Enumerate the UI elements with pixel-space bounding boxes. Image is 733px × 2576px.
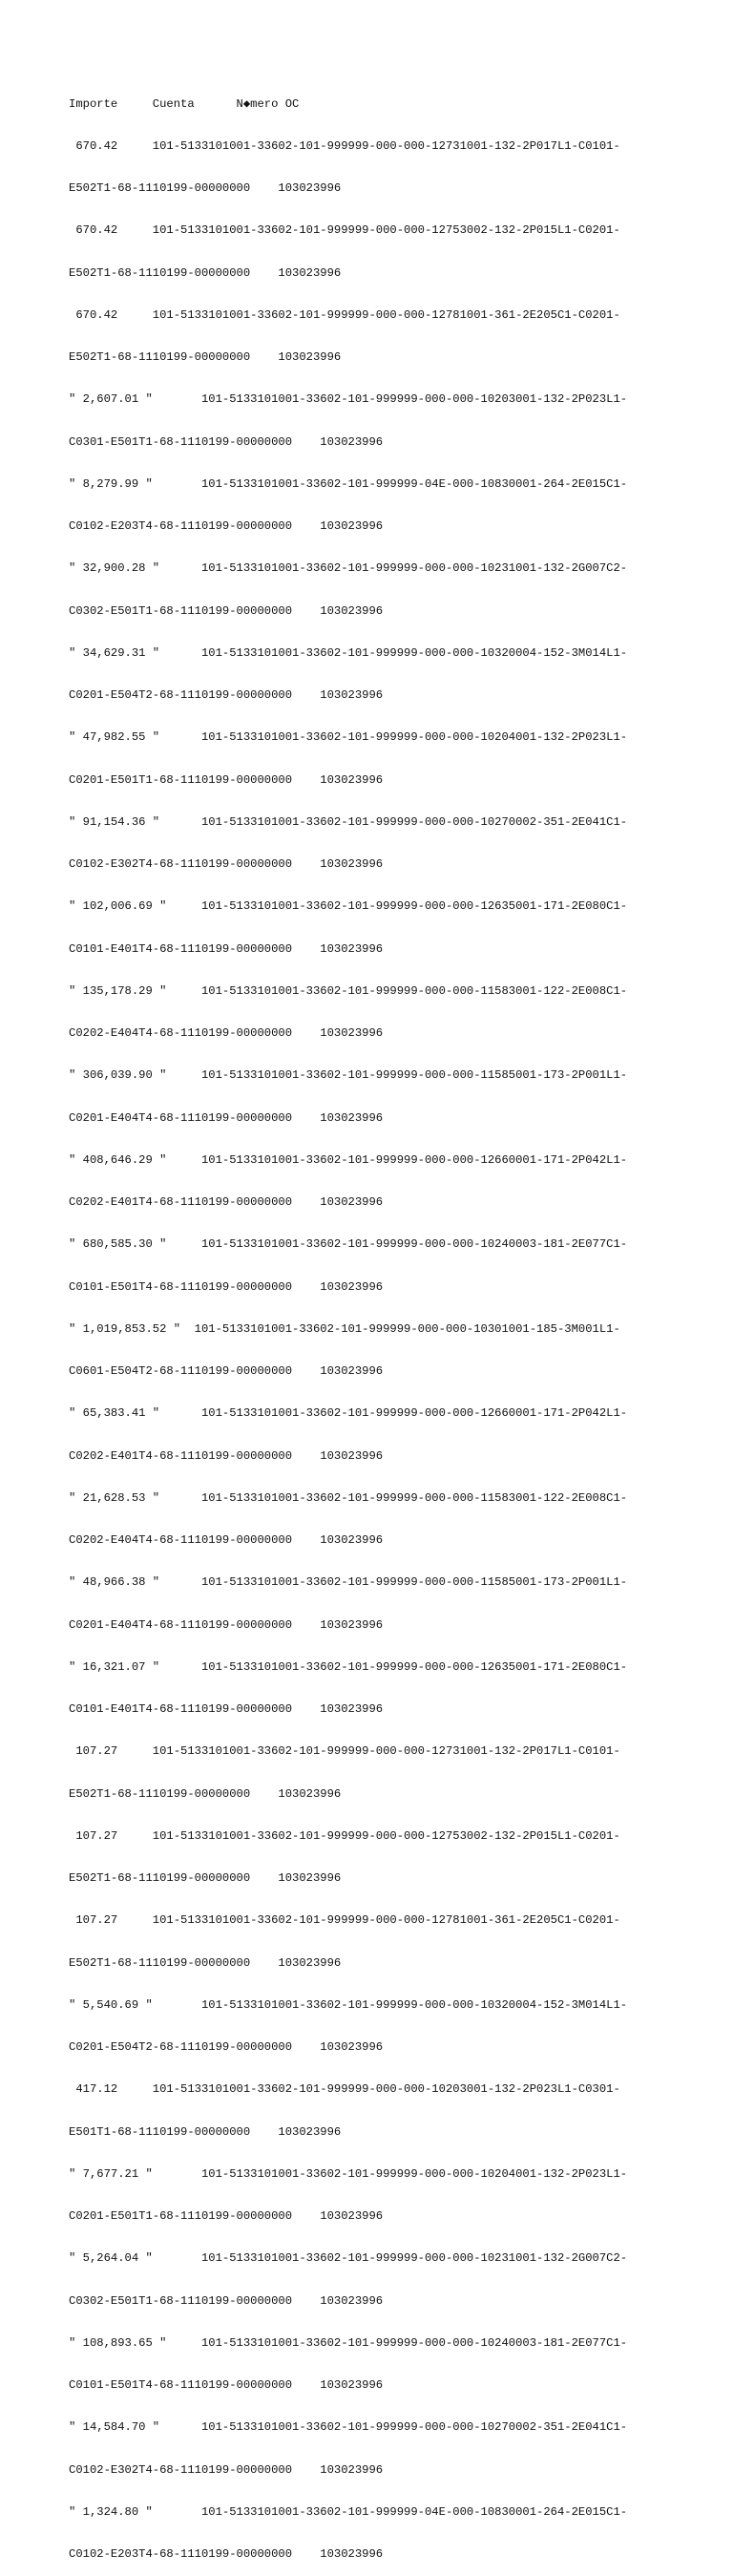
record-line: E502T1-68-1110199-00000000 103023996 <box>69 1786 342 1801</box>
document-page <box>69 69 660 2576</box>
record-line: " 65,383.41 " 101-5133101001-33602-101-999999-000-000-12660001-171-2P042L1- <box>69 1406 628 1421</box>
record-line: C0202-E401T4-68-1110199-00000000 103023996 <box>69 1195 384 1209</box>
record-line: C0201-E501T1-68-1110199-00000000 103023996 <box>69 2209 384 2223</box>
record-line: " 14,584.70 " 101-5133101001-33602-101-999999-000-000-10270002-351-2E041C1- <box>69 2420 628 2435</box>
record-line: E502T1-68-1110199-00000000 103023996 <box>69 1871 342 1885</box>
record-line: " 21,628.53 " 101-5133101001-33602-101-999999-000-000-11583001-122-2E008C1- <box>69 1490 628 1505</box>
record-line: C0202-E404T4-68-1110199-00000000 103023996 <box>69 1026 384 1040</box>
record-line: " 5,264.04 " 101-5133101001-33602-101-999999-000-000-10231001-132-2G007C2- <box>69 2251 628 2266</box>
record-line: E502T1-68-1110199-00000000 103023996 <box>69 181 342 195</box>
record-line: " 408,646.29 " 101-5133101001-33602-101-999999-000-000-12660001-171-2P042L1- <box>69 1152 628 1167</box>
record-line: C0101-E501T4-68-1110199-00000000 103023996 <box>69 2378 384 2392</box>
record-line: " 91,154.36 " 101-5133101001-33602-101-999999-000-000-10270002-351-2E041C1- <box>69 814 628 829</box>
record-line: " 32,900.28 " 101-5133101001-33602-101-999999-000-000-10231001-132-2G007C2- <box>69 561 628 576</box>
record-line: " 34,629.31 " 101-5133101001-33602-101-999999-000-000-10320004-152-3M014L1- <box>69 645 628 660</box>
record-line: C0201-E404T4-68-1110199-00000000 103023996 <box>69 1617 384 1632</box>
record-line: E502T1-68-1110199-00000000 103023996 <box>69 265 342 280</box>
record-line: " 108,893.65 " 101-5133101001-33602-101-999999-000-000-10240003-181-2E077C1- <box>69 2335 628 2350</box>
record-line: C0201-E404T4-68-1110199-00000000 103023996 <box>69 1110 384 1125</box>
record-line: 670.42 101-5133101001-33602-101-999999-000-000-12753002-132-2P015L1-C0201- <box>69 223 620 238</box>
record-line: " 1,019,853.52 " 101-5133101001-33602-101-999999-000-000-10301001-185-3M001L1- <box>69 1321 620 1336</box>
record-line: " 1,324.80 " 101-5133101001-33602-101-999999-04E-000-10830001-264-2E015C1- <box>69 2504 628 2519</box>
record-line: 417.12 101-5133101001-33602-101-999999-000-000-10203001-132-2P023L1-C0301- <box>69 2082 620 2097</box>
record-line: " 135,178.29 " 101-5133101001-33602-101-999999-000-000-11583001-122-2E008C1- <box>69 983 628 998</box>
record-line: C0601-E504T2-68-1110199-00000000 103023996 <box>69 1364 384 1378</box>
record-line: C0102-E203T4-68-1110199-00000000 103023996 <box>69 2547 384 2561</box>
record-line: C0201-E504T2-68-1110199-00000000 103023996 <box>69 2040 384 2054</box>
record-line: " 47,982.55 " 101-5133101001-33602-101-999999-000-000-10204001-132-2P023L1- <box>69 730 628 745</box>
record-line: " 306,039.90 " 101-5133101001-33602-101-999999-000-000-11585001-173-2P001L1- <box>69 1068 628 1083</box>
record-line: C0102-E302T4-68-1110199-00000000 103023996 <box>69 2462 384 2477</box>
record-line: C0101-E401T4-68-1110199-00000000 103023996 <box>69 1702 384 1716</box>
record-line: 107.27 101-5133101001-33602-101-999999-000-000-12753002-132-2P015L1-C0201- <box>69 1828 620 1843</box>
record-line: " 102,006.69 " 101-5133101001-33602-101-999999-000-000-12635001-171-2E080C1- <box>69 899 628 914</box>
record-line: C0201-E501T1-68-1110199-00000000 103023996 <box>69 772 384 787</box>
record-line: " 680,585.30 " 101-5133101001-33602-101-999999-000-000-10240003-181-2E077C1- <box>69 1237 628 1252</box>
record-line: " 48,966.38 " 101-5133101001-33602-101-999999-000-000-11585001-173-2P001L1- <box>69 1575 628 1590</box>
record-line: E501T1-68-1110199-00000000 103023996 <box>69 2124 342 2139</box>
record-line: " 8,279.99 " 101-5133101001-33602-101-999999-04E-000-10830001-264-2E015C1- <box>69 476 628 491</box>
record-line: C0201-E504T2-68-1110199-00000000 103023996 <box>69 688 384 702</box>
record-line: 670.42 101-5133101001-33602-101-999999-000-000-12731001-132-2P017L1-C0101- <box>69 138 620 153</box>
record-line: E502T1-68-1110199-00000000 103023996 <box>69 350 342 364</box>
record-line: C0302-E501T1-68-1110199-00000000 103023996 <box>69 2293 384 2308</box>
record-line: C0101-E401T4-68-1110199-00000000 103023996 <box>69 941 384 956</box>
record-line: E502T1-68-1110199-00000000 103023996 <box>69 1955 342 1970</box>
record-line: " 7,677.21 " 101-5133101001-33602-101-999999-000-000-10204001-132-2P023L1- <box>69 2166 628 2181</box>
record-line: 107.27 101-5133101001-33602-101-999999-000-000-12781001-361-2E205C1-C0201- <box>69 1913 620 1928</box>
record-line: " 2,607.01 " 101-5133101001-33602-101-999999-000-000-10203001-132-2P023L1- <box>69 392 628 407</box>
record-line: C0202-E401T4-68-1110199-00000000 103023996 <box>69 1448 384 1463</box>
record-line: C0302-E501T1-68-1110199-00000000 103023996 <box>69 603 384 618</box>
record-line: 670.42 101-5133101001-33602-101-999999-000-000-12781001-361-2E205C1-C0201- <box>69 307 620 322</box>
record-line: " 5,540.69 " 101-5133101001-33602-101-999999-000-000-10320004-152-3M014L1- <box>69 1997 628 2012</box>
record-line: C0301-E501T1-68-1110199-00000000 103023996 <box>69 434 384 449</box>
record-line: C0202-E404T4-68-1110199-00000000 103023996 <box>69 1533 384 1547</box>
header-line: Importe Cuenta N◆mero OC <box>69 96 300 111</box>
record-line: C0102-E203T4-68-1110199-00000000 103023996 <box>69 519 384 533</box>
record-line: " 16,321.07 " 101-5133101001-33602-101-999999-000-000-12635001-171-2E080C1- <box>69 1659 628 1674</box>
record-line: 107.27 101-5133101001-33602-101-999999-000-000-12731001-132-2P017L1-C0101- <box>69 1744 620 1759</box>
record-line: C0101-E501T4-68-1110199-00000000 103023996 <box>69 1279 384 1294</box>
record-line: C0102-E302T4-68-1110199-00000000 103023996 <box>69 857 384 871</box>
